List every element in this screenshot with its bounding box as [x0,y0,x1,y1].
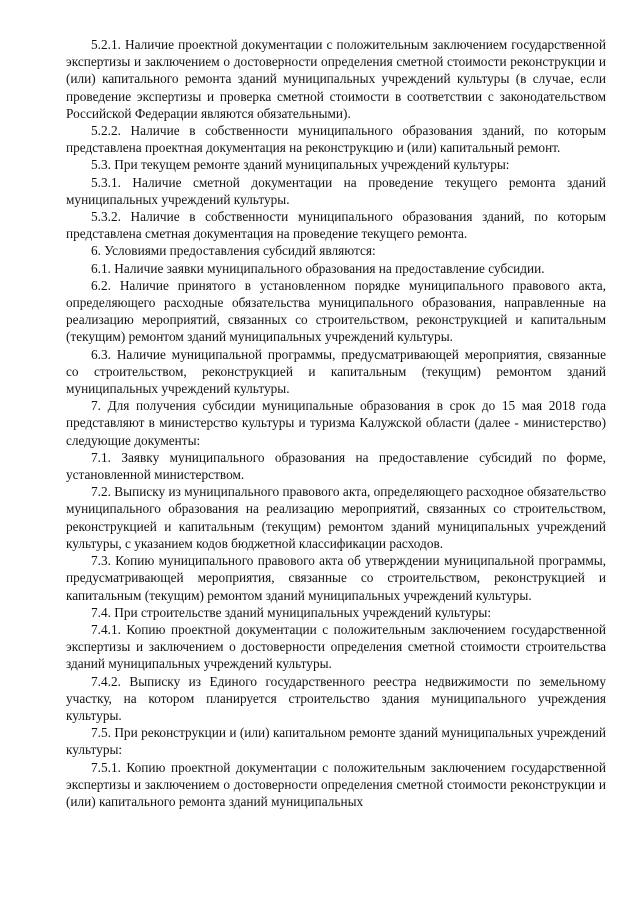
paragraph-7-2: 7.2. Выписку из муниципального правового акта, определяющего расходное обязательство муниципального образования на реализацию мероприятий, связанных со строительством, реконструкцией и капитальным (текущим) ремонтом зданий муниципальных учреждений культуры, с указанием кодов бюджетной классификации расходов. [66,484,606,551]
paragraph-7-3: 7.3. Копию муниципального правового акта об утверждении муниципальной программы, предусматривающей мероприятия, связанные со строительством, реконструкцией и капитальным (текущим) ремонтом зданий муниципальных учреждений культуры. [66,553,606,603]
paragraph-5-3-2: 5.3.2. Наличие в собственности муниципального образования зданий, по которым представлена сметная документация на проведение текущего ремонта. [66,209,606,242]
paragraph-6-3: 6.3. Наличие муниципальной программы, предусматривающей мероприятия, связанные со строительством, реконструкцией и капитальным (текущим) ремонтом зданий муниципальных учреждений культуры. [66,346,606,397]
paragraph-6-2: 6.2. Наличие принятого в установленном порядке муниципального правового акта, определяющего расходные обязательства муниципального образования, направленные на реализацию мероприятий, связанных со строительством, реконструкцией и капитальным (текущим) ремонтом зданий муниципальных учреждений культуры. [66,277,606,345]
paragraph-7: 7. Для получения субсидии муниципальные образования в срок до 15 мая 2018 года представляют в министерство культуры и туризма Калужской области (далее - министерство) следующие документы: [66,398,606,448]
paragraph-5-2-2: 5.2.2. Наличие в собственности муниципального образования зданий, по которым представлена проектная документация на реконструкцию и (или) капитальный ремонт. [66,123,606,156]
paragraph-6: 6. Условиями предоставления субсидий являются: [91,243,376,259]
paragraph-7-1: 7.1. Заявку муниципального образования на предоставление субсидий по форме, установленной министерством. [66,449,606,483]
paragraph-7-4: 7.4. При строительстве зданий муниципальных учреждений культуры: [91,604,492,620]
paragraph-6-1: 6.1. Наличие заявки муниципального образования на предоставление субсидии. [91,260,545,276]
document-page [66,36,606,810]
paragraph-7-4-2: 7.4.2. Выписку из Единого государственного реестра недвижимости по земельному участку, на котором планируется строительство здания муниципального учреждения культуры. [66,673,606,723]
paragraph-7-4-1: 7.4.1. Копию проектной документации с положительным заключением государственной экспертизы и заключением о достоверности определения сметной стоимости строительства зданий муниципальных учреждений культуры. [66,621,606,672]
paragraph-7-5-1: 7.5.1. Копию проектной документации с положительным заключением государственной экспертизы и заключением о достоверности определения сметной стоимости реконструкции и (или) капитального ремонта зданий муниципальных [66,759,606,809]
paragraph-5-2-1: 5.2.1. Наличие проектной документации с положительным заключением государственной экспертизы и заключением о достоверности определения сметной стоимости реконструкции и (или) капитального ремонта зданий муниципальных учреждений культуры (в случае, если проведение экспертизы и проверка сметной стоимости в соответствии с законодательством Российской Федерации являются обязательными). [66,37,606,121]
paragraph-7-5: 7.5. При реконструкции и (или) капитальном ремонте зданий муниципальных учреждений культуры: [66,725,606,758]
paragraph-5-3: 5.3. При текущем ремонте зданий муниципальных учреждений культуры: [91,157,510,173]
paragraph-5-3-1: 5.3.1. Наличие сметной документации на проведение текущего ремонта зданий муниципальных учреждений культуры. [66,174,606,207]
